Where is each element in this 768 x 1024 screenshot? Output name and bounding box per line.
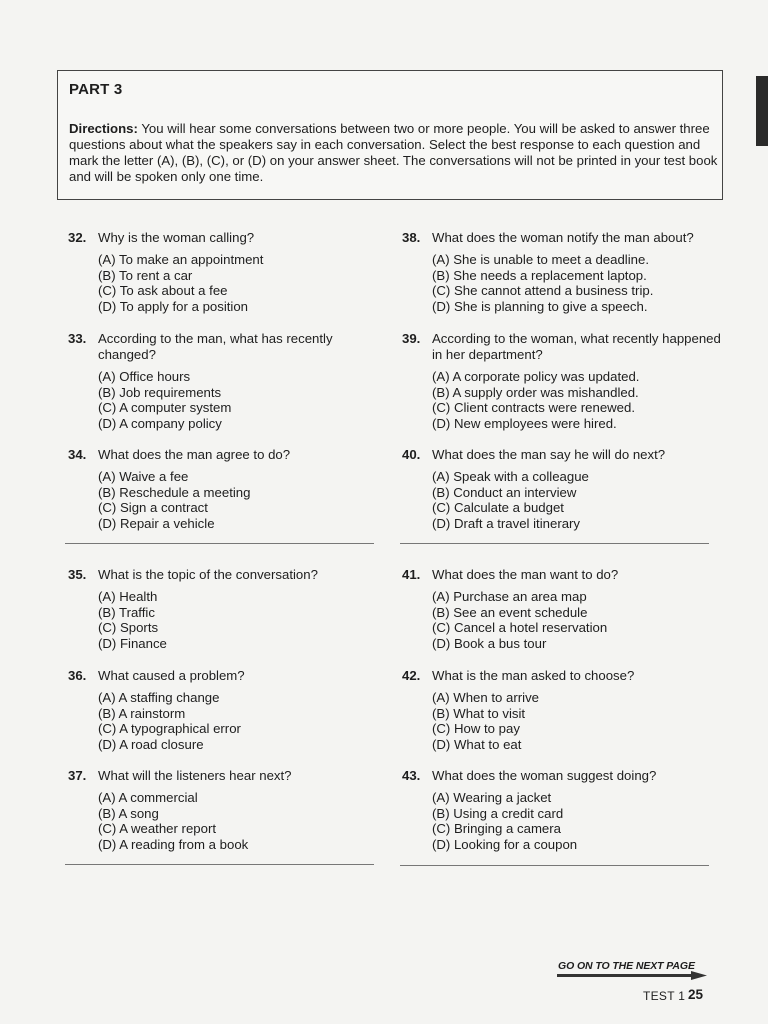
answer-option: (B) A song — [98, 805, 159, 821]
question-text: According to the woman, what recently happened in her department? — [432, 331, 721, 362]
answer-option: (B) Conduct an interview — [432, 484, 577, 500]
question-text: What will the listeners hear next? — [98, 768, 292, 783]
directions-box — [57, 70, 723, 200]
question-number: 41. — [402, 567, 421, 582]
answer-option: (B) A rainstorm — [98, 705, 186, 721]
section-divider — [65, 543, 374, 544]
question-number: 38. — [402, 230, 421, 245]
answer-option: (C) Sports — [98, 620, 159, 636]
answer-option: (A) Health — [98, 589, 158, 604]
answer-option: (A) Office hours — [98, 369, 191, 384]
arrow-right-icon — [557, 971, 707, 980]
answer-option: (A) Purchase an area map — [432, 589, 587, 604]
test-label: TEST 1 — [643, 989, 686, 1003]
question-number: 43. — [402, 768, 421, 783]
answer-option: (C) Client contracts were renewed. — [432, 400, 636, 416]
side-tab-marker — [756, 76, 768, 146]
answer-option: (B) Job requirements — [98, 384, 222, 400]
question-32 — [68, 230, 378, 314]
answer-option: (C) She cannot attend a business trip. — [432, 283, 654, 299]
answer-option: (C) A computer system — [98, 400, 232, 416]
answer-option: (C) A weather report — [98, 821, 217, 837]
question-number: 36. — [68, 668, 87, 683]
question-text: What is the topic of the conversation? — [98, 567, 318, 582]
go-on-next-page-label: GO ON TO THE NEXT PAGE — [558, 960, 695, 972]
question-number: 33. — [68, 331, 87, 346]
question-text: What does the man agree to do? — [98, 447, 291, 462]
section-divider — [400, 543, 709, 544]
question-number: 37. — [68, 768, 87, 783]
question-text: What does the woman notify the man about? — [432, 230, 694, 245]
question-34 — [68, 447, 378, 531]
answer-option: (A) She is unable to meet a deadline. — [432, 252, 649, 267]
answer-option: (D) Book a bus tour — [432, 635, 547, 651]
answer-option: (A) A commercial — [98, 790, 198, 805]
question-35 — [68, 567, 378, 651]
answer-option: (D) What to eat — [432, 736, 522, 752]
question-number: 39. — [402, 331, 421, 346]
question-33 — [68, 331, 378, 431]
question-42 — [402, 668, 752, 752]
answer-option: (D) To apply for a position — [98, 298, 249, 314]
answer-option: (A) Speak with a colleague — [432, 469, 589, 484]
answer-option: (D) Repair a vehicle — [98, 515, 215, 531]
answer-option: (B) Traffic — [98, 604, 155, 620]
answer-option: (C) Bringing a camera — [432, 821, 561, 837]
answer-option: (A) When to arrive — [432, 690, 539, 705]
directions-body: You will hear some conversations between two or more people. You will be asked to answer three questions about what the speakers say in each conversation. Select the best response to each question and mark the letter (A), (B), (C), or (D) on your answer sheet. The conversations will not be printed in your test book and will be spoken only one time. — [69, 121, 718, 184]
question-text: Why is the woman calling? — [98, 230, 255, 245]
question-text: What does the man say he will do next? — [432, 447, 666, 462]
question-text: What is the man asked to choose? — [432, 668, 635, 683]
answer-option: (B) What to visit — [432, 705, 526, 721]
directions-text — [69, 121, 719, 185]
question-text: What does the woman suggest doing? — [432, 768, 657, 783]
answer-option: (D) A reading from a book — [98, 836, 249, 852]
question-number: 40. — [402, 447, 421, 462]
answer-option: (D) Draft a travel itinerary — [432, 515, 581, 531]
answer-option: (A) To make an appointment — [98, 252, 264, 267]
section-divider — [400, 865, 709, 866]
part-title: PART 3 — [69, 81, 123, 98]
answer-option: (A) A staffing change — [98, 690, 220, 705]
section-divider — [65, 864, 374, 865]
answer-option: (D) A road closure — [98, 736, 204, 752]
answer-option: (A) Waive a fee — [98, 469, 189, 484]
answer-option: (D) She is planning to give a speech. — [432, 298, 648, 314]
answer-option: (B) She needs a replacement laptop. — [432, 267, 647, 283]
answer-option: (C) A typographical error — [98, 721, 241, 737]
answer-option: (C) To ask about a fee — [98, 283, 228, 299]
question-43 — [402, 768, 752, 852]
directions-label: Directions: — [69, 121, 138, 136]
answer-option: (A) A corporate policy was updated. — [432, 369, 640, 384]
question-number: 34. — [68, 447, 87, 462]
question-text: What does the man want to do? — [432, 567, 619, 582]
answer-option: (D) Finance — [98, 635, 167, 651]
answer-option: (A) Wearing a jacket — [432, 790, 552, 805]
answer-option: (B) To rent a car — [98, 267, 193, 283]
question-number: 32. — [68, 230, 87, 245]
answer-option: (B) Reschedule a meeting — [98, 484, 251, 500]
answer-option: (B) Using a credit card — [432, 805, 564, 821]
answer-option: (C) Cancel a hotel reservation — [432, 620, 608, 636]
answer-option: (C) How to pay — [432, 721, 520, 737]
question-37 — [68, 768, 378, 852]
answer-option: (C) Calculate a budget — [432, 500, 564, 516]
answer-option: (D) Looking for a coupon — [432, 836, 578, 852]
question-38 — [402, 230, 752, 314]
answer-option: (D) A company policy — [98, 415, 222, 431]
page-number: 25 — [688, 987, 704, 1002]
question-36 — [68, 668, 378, 752]
question-text: What caused a problem? — [98, 668, 245, 683]
answer-option: (B) A supply order was mishandled. — [432, 384, 639, 400]
question-41 — [402, 567, 752, 651]
answer-option: (D) New employees were hired. — [432, 415, 617, 431]
question-number: 42. — [402, 668, 421, 683]
answer-option: (B) See an event schedule — [432, 604, 588, 620]
question-number: 35. — [68, 567, 87, 582]
question-39 — [402, 331, 722, 431]
question-40 — [402, 447, 752, 531]
question-text: According to the man, what has recently changed? — [98, 331, 333, 362]
answer-option: (C) Sign a contract — [98, 500, 208, 516]
